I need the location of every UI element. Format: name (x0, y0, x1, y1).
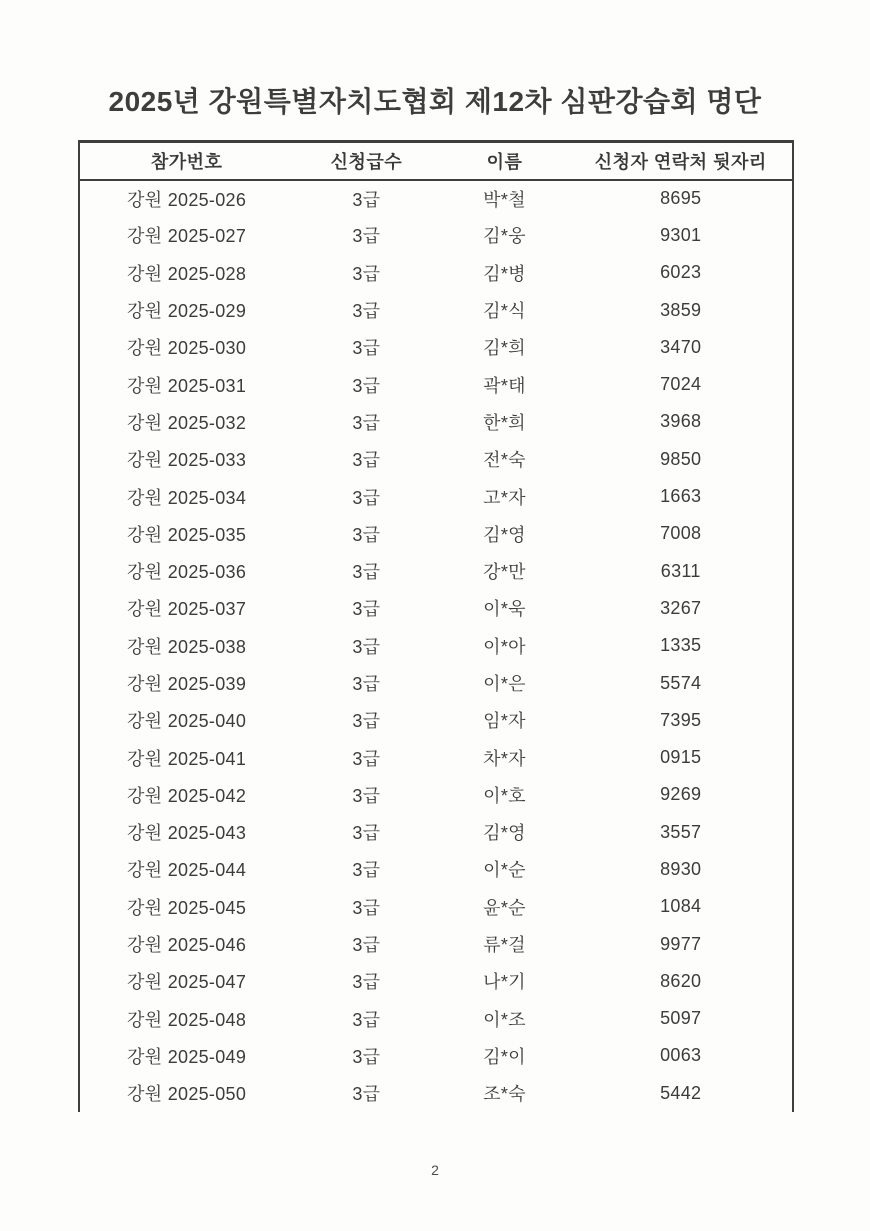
cell-contact-last-digits: 7024 (660, 374, 702, 395)
cell-name: 한*희 (483, 412, 526, 433)
cell-name: 이*조 (483, 1009, 526, 1030)
cell-participant-number: 강원 2025-040 (127, 711, 247, 732)
cell-name: 이*아 (483, 636, 526, 657)
cell-name: 김*웅 (483, 226, 526, 247)
cell-contact-last-digits: 3557 (660, 821, 702, 842)
table-row (79, 851, 793, 888)
table-row (79, 664, 793, 701)
cell-participant-number: 강원 2025-030 (127, 338, 247, 359)
cell-applied-grade: 3급 (352, 263, 381, 284)
cell-contact-last-digits: 9301 (660, 224, 702, 245)
header-contact-last-digits: 신청자 연락처 뒷자리 (569, 142, 793, 180)
cell-participant-number: 강원 2025-028 (127, 263, 247, 284)
cell-applied-grade: 3급 (352, 450, 381, 471)
cell-applied-grade: 3급 (352, 897, 381, 918)
cell-participant-number: 강원 2025-045 (127, 897, 247, 918)
cell-participant-number: 강원 2025-031 (127, 375, 247, 396)
table-header-row (79, 142, 793, 180)
cell-contact-last-digits: 7008 (660, 523, 702, 544)
cell-applied-grade: 3급 (352, 935, 381, 956)
cell-contact-last-digits: 8930 (660, 858, 702, 879)
cell-applied-grade: 3급 (352, 487, 381, 508)
cell-participant-number: 강원 2025-047 (127, 972, 247, 993)
cell-name: 조*숙 (483, 1084, 526, 1105)
cell-name: 곽*태 (483, 375, 526, 396)
table-row (79, 925, 793, 962)
cell-participant-number: 강원 2025-036 (127, 562, 247, 583)
table-row (79, 366, 793, 403)
cell-applied-grade: 3급 (352, 226, 381, 247)
cell-name: 이*욱 (483, 599, 526, 620)
table-row (79, 441, 793, 478)
table-row (79, 217, 793, 254)
cell-applied-grade: 3급 (352, 524, 381, 545)
cell-applied-grade: 3급 (352, 972, 381, 993)
cell-participant-number: 강원 2025-049 (127, 1046, 247, 1067)
table-row (79, 1037, 793, 1074)
cell-contact-last-digits: 7395 (660, 709, 702, 730)
cell-contact-last-digits: 9269 (660, 784, 702, 805)
cell-applied-grade: 3급 (352, 636, 381, 657)
cell-participant-number: 강원 2025-035 (127, 524, 247, 545)
table-row (79, 552, 793, 589)
cell-contact-last-digits: 8620 (660, 970, 702, 991)
cell-name: 윤*순 (483, 897, 526, 918)
cell-name: 강*만 (483, 562, 526, 583)
cell-participant-number: 강원 2025-029 (127, 301, 247, 322)
table-row (79, 478, 793, 515)
cell-name: 김*영 (483, 823, 526, 844)
table-row (79, 1000, 793, 1037)
table-row (79, 515, 793, 552)
cell-participant-number: 강원 2025-042 (127, 785, 247, 806)
cell-applied-grade: 3급 (352, 599, 381, 620)
cell-applied-grade: 3급 (352, 1009, 381, 1030)
cell-applied-grade: 3급 (352, 748, 381, 769)
table-row (79, 254, 793, 291)
cell-contact-last-digits: 5097 (660, 1008, 702, 1029)
cell-applied-grade: 3급 (352, 674, 381, 694)
table-row (79, 776, 793, 813)
cell-participant-number: 강원 2025-033 (127, 450, 247, 471)
header-applied-grade: 신청급수 (293, 142, 439, 180)
cell-participant-number: 강원 2025-043 (127, 823, 247, 844)
cell-applied-grade: 3급 (352, 711, 381, 732)
table-row (79, 627, 793, 664)
cell-applied-grade: 3급 (352, 375, 381, 396)
table-row (79, 403, 793, 440)
cell-contact-last-digits: 1335 (660, 635, 702, 656)
cell-contact-last-digits: 1084 (660, 896, 702, 917)
cell-participant-number: 강원 2025-050 (127, 1084, 247, 1105)
cell-name: 전*숙 (483, 450, 526, 471)
cell-applied-grade: 3급 (352, 562, 381, 583)
table-row (79, 963, 793, 1000)
cell-contact-last-digits: 8695 (660, 188, 702, 209)
cell-participant-number: 강원 2025-048 (127, 1009, 247, 1030)
cell-participant-number: 강원 2025-037 (127, 599, 247, 620)
table-row (79, 329, 793, 366)
cell-contact-last-digits: 0063 (660, 1045, 702, 1066)
cell-name: 이*은 (483, 674, 526, 694)
cell-name: 나*기 (483, 972, 526, 993)
cell-applied-grade: 3급 (352, 338, 381, 359)
cell-contact-last-digits: 3470 (660, 336, 702, 357)
cell-participant-number: 강원 2025-041 (127, 748, 247, 769)
cell-participant-number: 강원 2025-034 (127, 487, 247, 508)
cell-applied-grade: 3급 (352, 785, 381, 806)
cell-participant-number: 강원 2025-046 (127, 935, 247, 956)
table-row (79, 888, 793, 925)
cell-applied-grade: 3급 (352, 1046, 381, 1067)
cell-applied-grade: 3급 (352, 823, 381, 844)
cell-contact-last-digits: 3267 (660, 597, 702, 618)
cell-name: 이*호 (483, 785, 526, 806)
cell-applied-grade: 3급 (352, 1084, 381, 1105)
cell-name: 고*자 (483, 487, 526, 508)
cell-contact-last-digits: 5574 (660, 672, 702, 693)
cell-applied-grade: 3급 (352, 412, 381, 433)
cell-contact-last-digits: 9850 (660, 448, 702, 469)
header-name: 이름 (440, 142, 570, 180)
table-body (79, 180, 793, 1112)
table-row (79, 814, 793, 851)
cell-name: 차*자 (483, 748, 526, 769)
cell-contact-last-digits: 6311 (660, 560, 701, 581)
table-row (79, 180, 793, 217)
cell-contact-last-digits: 9977 (660, 933, 702, 954)
cell-participant-number: 강원 2025-039 (127, 674, 247, 694)
cell-participant-number: 강원 2025-038 (127, 636, 247, 657)
cell-applied-grade: 3급 (352, 860, 381, 881)
table-row (79, 1075, 793, 1112)
cell-name: 김*이 (483, 1046, 526, 1067)
cell-name: 김*병 (483, 263, 526, 284)
table-row (79, 702, 793, 739)
page-number: 2 (431, 1162, 439, 1178)
cell-name: 이*순 (483, 860, 526, 881)
cell-applied-grade: 3급 (352, 189, 381, 210)
cell-contact-last-digits: 0915 (660, 747, 702, 768)
cell-contact-last-digits: 6023 (660, 262, 702, 283)
cell-name: 김*식 (483, 301, 526, 322)
table-header (79, 142, 793, 180)
cell-name: 김*영 (483, 524, 526, 545)
cell-contact-last-digits: 5442 (660, 1082, 702, 1103)
table-row (79, 739, 793, 776)
cell-name: 류*걸 (483, 935, 526, 956)
cell-participant-number: 강원 2025-044 (127, 860, 247, 881)
cell-contact-last-digits: 3968 (660, 411, 702, 432)
cell-participant-number: 강원 2025-027 (127, 226, 247, 247)
cell-name: 박*철 (483, 189, 526, 210)
table-row (79, 590, 793, 627)
cell-name: 임*자 (483, 711, 526, 732)
cell-applied-grade: 3급 (352, 301, 381, 322)
header-participant-number: 참가번호 (79, 142, 293, 180)
roster-table (78, 140, 794, 1112)
page-title: 2025년 강원특별자치도협회 제12차 심판강습회 명단 (108, 86, 762, 117)
cell-contact-last-digits: 1663 (660, 486, 702, 507)
cell-participant-number: 강원 2025-026 (127, 189, 247, 210)
table-row (79, 291, 793, 328)
cell-name: 김*희 (483, 338, 526, 359)
cell-contact-last-digits: 3859 (660, 299, 702, 320)
cell-participant-number: 강원 2025-032 (127, 412, 247, 433)
